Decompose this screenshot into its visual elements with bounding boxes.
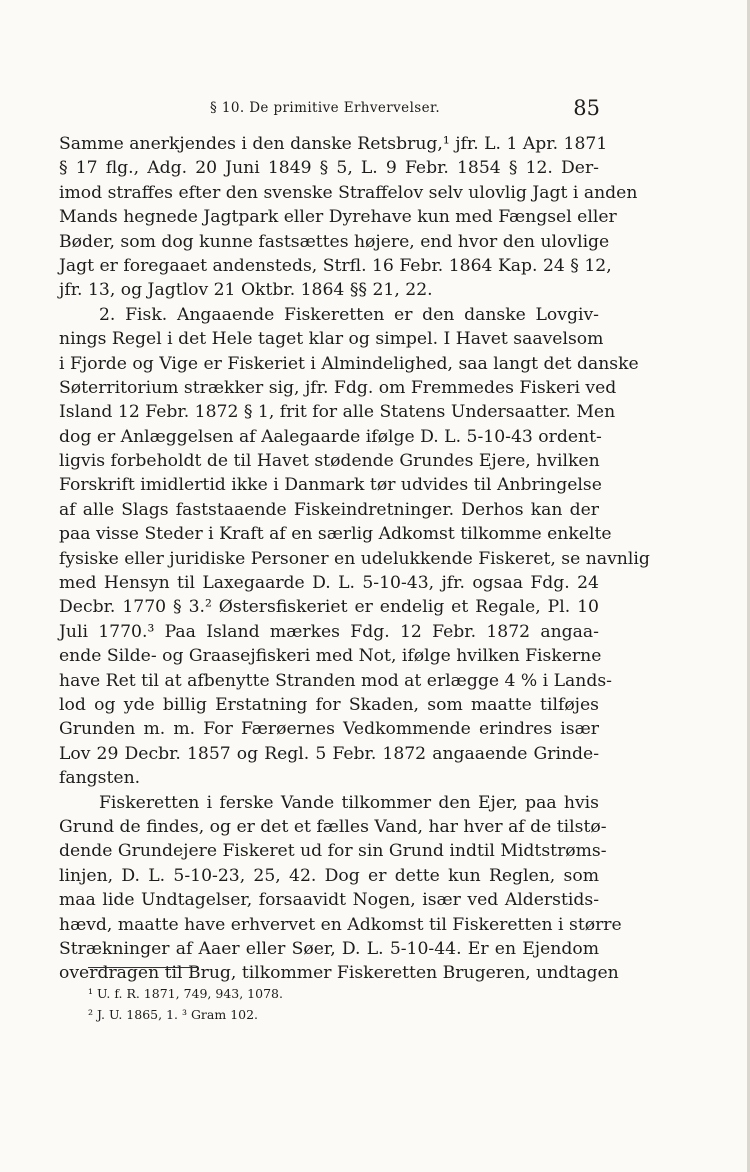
text-line: Decbr. 1770 § 3.² Østersfiskeriet er endelig et Regale, Pl. 10 bbox=[59, 597, 599, 618]
text-line: dende Grundejere Fiskeret ud for sin Grund indtil Midtstrøms- bbox=[59, 841, 607, 862]
text-line: 2. Fisk. Angaaende Fiskeretten er den danske Lovgiv- bbox=[99, 304, 599, 325]
text-line: § 17 flg., Adg. 20 Juni 1849 § 5, L. 9 Febr. 1854 § 12. Der- bbox=[59, 158, 599, 179]
text-line: Forskrift imidlertid ikke i Danmark tør udvides til Anbringelse bbox=[59, 475, 602, 496]
text-line: Grunden m. m. For Færøernes Vedkommende erindres især bbox=[59, 719, 599, 740]
text-line: overdragen til Brug, tilkommer Fiskeretten Brugeren, undtagen bbox=[59, 963, 619, 984]
text-line: paa visse Steder i Kraft af en særlig Adkomst tilkomme enkelte bbox=[59, 524, 612, 545]
text-line: Samme anerkjendes i den danske Retsbrug,¹ jfr. L. 1 Apr. 1871 bbox=[59, 134, 608, 154]
text-line: Jagt er foregaaet andensteds, Strfl. 16 Febr. 1864 Kap. 24 § 12, bbox=[59, 255, 612, 276]
text-line: Juli 1770.³ Paa Island mærkes Fdg. 12 Febr. 1872 angaa- bbox=[59, 621, 599, 642]
footnotes bbox=[88, 983, 508, 1025]
body-text bbox=[59, 132, 650, 986]
text-line: ligvis forbeholdt de til Havet stødende Grundes Ejere, hvilken bbox=[59, 451, 600, 472]
text-line: fangsten. bbox=[59, 768, 141, 789]
running-header bbox=[60, 98, 600, 124]
text-line: nings Regel i det Hele taget klar og simpel. I Havet saavelsom bbox=[59, 329, 604, 350]
footnote-rule bbox=[88, 967, 198, 968]
text-line: af alle Slags faststaaende Fiskeindretninger. Derhos kan der bbox=[59, 499, 599, 520]
text-line: lod og yde billig Erstatning for Skaden, som maatte tilføjes bbox=[59, 694, 599, 715]
text-line: Mands hegnede Jagtpark eller Dyrehave kun med Fængsel eller bbox=[59, 207, 617, 228]
text-line: Grund de findes, og er det et fælles Vand, har hver af de tilstø- bbox=[59, 816, 607, 837]
text-line: i Fjorde og Vige er Fiskeriet i Almindelighed, saa langt det danske bbox=[59, 353, 639, 374]
text-line: Lov 29 Decbr. 1857 og Regl. 5 Febr. 1872 angaaende Grinde- bbox=[59, 743, 599, 764]
text-line: ende Silde- og Graasejfiskeri med Not, ifølge hvilken Fiskerne bbox=[59, 646, 602, 667]
text-line: hævd, maatte have erhvervet en Adkomst til Fiskeretten i større bbox=[59, 914, 622, 935]
page-number: 85 bbox=[573, 96, 600, 120]
text-line: fysiske eller juridiske Personer en udelukkende Fiskeret, se navnlig bbox=[59, 548, 650, 569]
text-line: linjen, D. L. 5-10-23, 25, 42. Dog er dette kun Reglen, som bbox=[59, 865, 599, 886]
text-line: imod straffes efter den svenske Straffelov selv ulovlig Jagt i anden bbox=[59, 182, 638, 203]
text-line: Strækninger af Aaer eller Søer, D. L. 5-10-44. Er en Ejendom bbox=[59, 938, 599, 959]
footnote: ¹ U. f. R. 1871, 749, 943, 1078. bbox=[88, 986, 283, 1001]
text-line: maa lide Undtagelser, forsaavidt Nogen, især ved Alderstids- bbox=[59, 890, 599, 911]
text-line: Bøder, som dog kunne fastsættes højere, end hvor den ulovlige bbox=[59, 231, 610, 252]
text-line: dog er Anlæggelsen af Aalegaarde ifølge D. L. 5-10-43 ordent- bbox=[59, 426, 602, 447]
text-line: jfr. 13, og Jagtlov 21 Oktbr. 1864 §§ 21, 22. bbox=[59, 280, 433, 301]
running-title: § 10. De primitive Erhvervelser. bbox=[210, 100, 441, 116]
text-line: Island 12 Febr. 1872 § 1, frit for alle Statens Undersaatter. Men bbox=[59, 402, 616, 423]
text-line: Søterritorium strækker sig, jfr. Fdg. om Fremmedes Fiskeri ved bbox=[59, 377, 617, 398]
text-line: Fiskeretten i ferske Vande tilkommer den Ejer, paa hvis bbox=[99, 792, 599, 813]
text-line: have Ret til at afbenytte Stranden mod at erlægge 4 % i Lands- bbox=[59, 670, 612, 691]
footnote: ² J. U. 1865, 1. ³ Gram 102. bbox=[88, 1007, 259, 1022]
text-line: med Hensyn til Laxegaarde D. L. 5-10-43, jfr. ogsaa Fdg. 24 bbox=[59, 573, 599, 594]
